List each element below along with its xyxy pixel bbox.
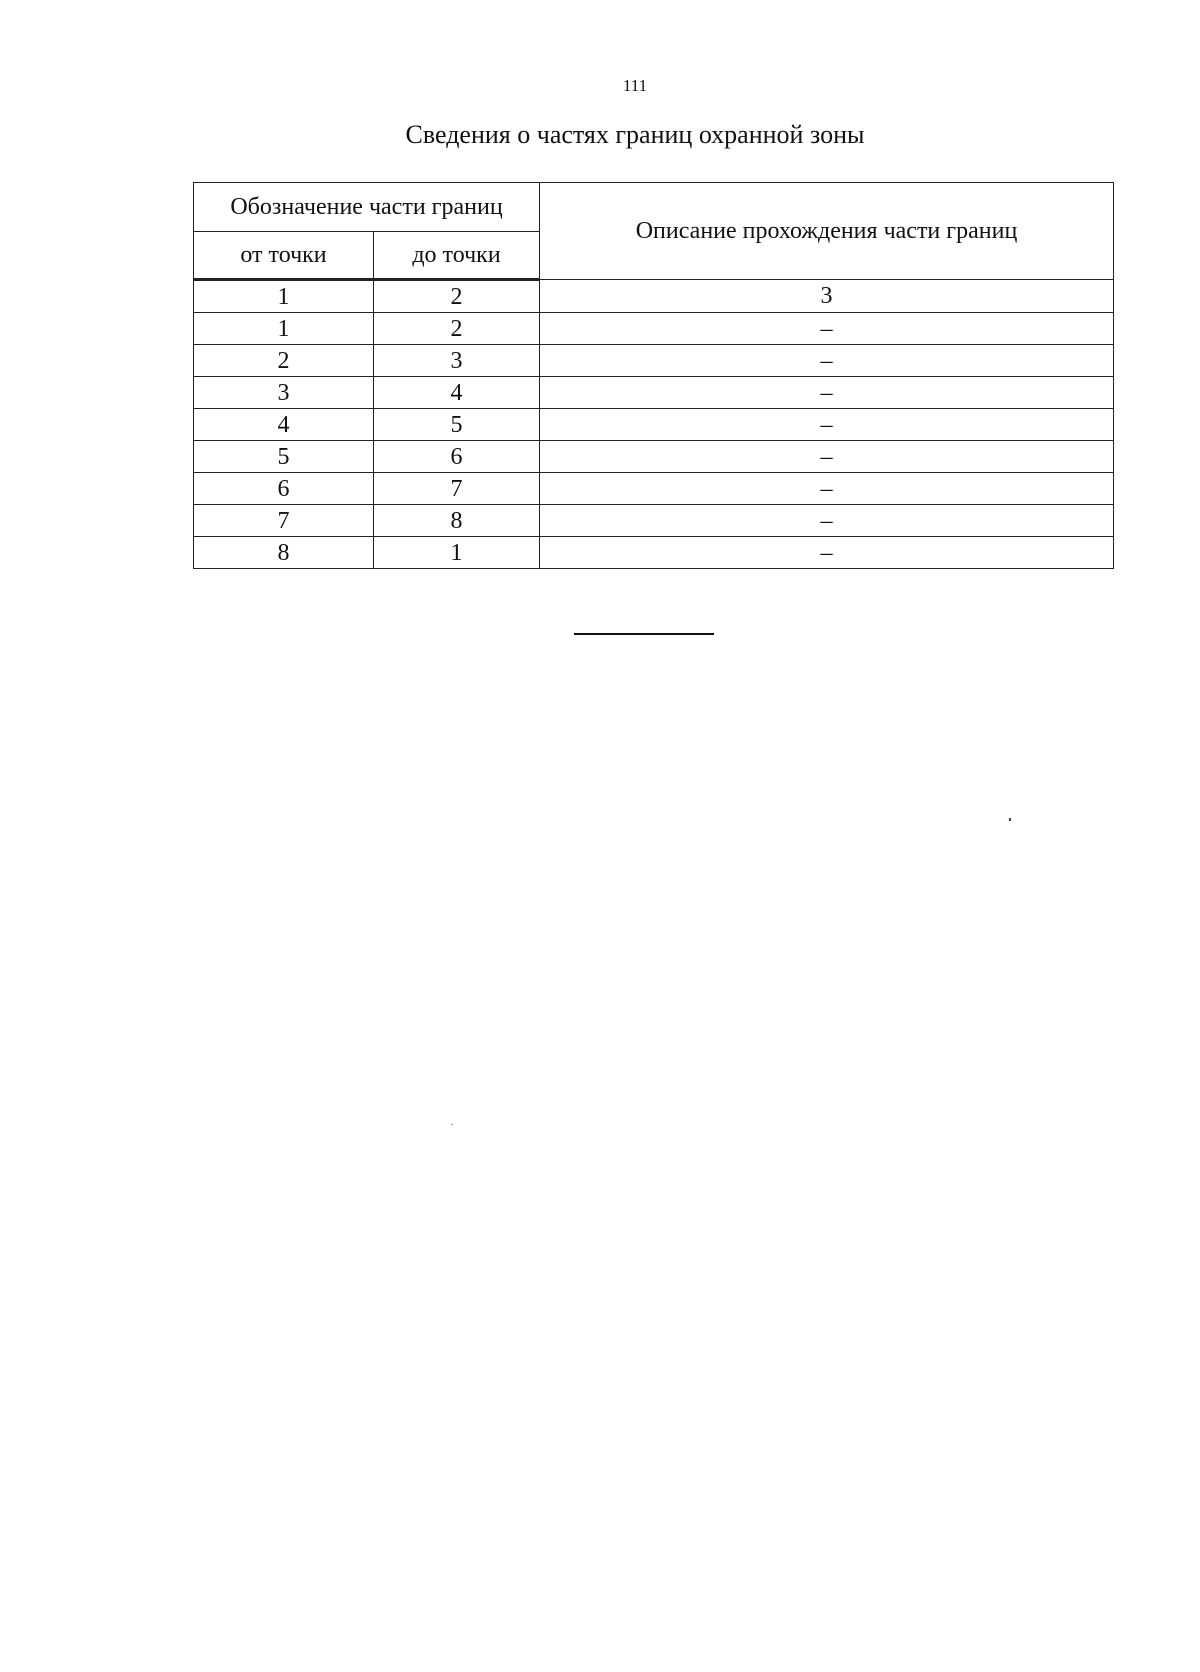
column-number: 3 [540, 280, 1114, 313]
boundary-parts-table [193, 182, 1114, 569]
cell-description: – [540, 473, 1114, 505]
table-row [194, 473, 1114, 505]
cell-description: – [540, 441, 1114, 473]
cell-from-point: 7 [194, 505, 374, 537]
table-header-row [194, 183, 1114, 232]
table-row [194, 505, 1114, 537]
cell-description: – [540, 505, 1114, 537]
column-number-row [194, 280, 1114, 313]
scan-speck [451, 1124, 453, 1125]
table-row [194, 377, 1114, 409]
cell-description: – [540, 537, 1114, 569]
cell-from-point: 4 [194, 409, 374, 441]
cell-to-point: 8 [374, 505, 540, 537]
header-boundary-part-designation: Обозначение части границ [194, 183, 540, 232]
cell-to-point: 1 [374, 537, 540, 569]
column-number: 2 [374, 280, 540, 313]
cell-to-point: 3 [374, 345, 540, 377]
page-title: Сведения о частях границ охранной зоны [405, 120, 865, 149]
cell-from-point: 2 [194, 345, 374, 377]
table-row [194, 345, 1114, 377]
cell-to-point: 2 [374, 313, 540, 345]
cell-description: – [540, 345, 1114, 377]
table-row [194, 409, 1114, 441]
cell-to-point: 5 [374, 409, 540, 441]
cell-description: – [540, 409, 1114, 441]
header-to-point: до точки [374, 232, 540, 280]
page-number: 111 [622, 76, 648, 95]
cell-from-point: 5 [194, 441, 374, 473]
table-row [194, 313, 1114, 345]
table-row [194, 537, 1114, 569]
cell-to-point: 4 [374, 377, 540, 409]
column-number: 1 [194, 280, 374, 313]
cell-from-point: 6 [194, 473, 374, 505]
cell-to-point: 6 [374, 441, 540, 473]
cell-to-point: 7 [374, 473, 540, 505]
cell-description: – [540, 313, 1114, 345]
header-boundary-description: Описание прохождения части границ [540, 183, 1114, 280]
header-from-point: от точки [194, 232, 374, 280]
table-row [194, 441, 1114, 473]
cell-from-point: 1 [194, 313, 374, 345]
end-of-section-rule [574, 633, 714, 635]
scan-speck [1009, 818, 1011, 821]
cell-from-point: 3 [194, 377, 374, 409]
cell-from-point: 8 [194, 537, 374, 569]
cell-description: – [540, 377, 1114, 409]
